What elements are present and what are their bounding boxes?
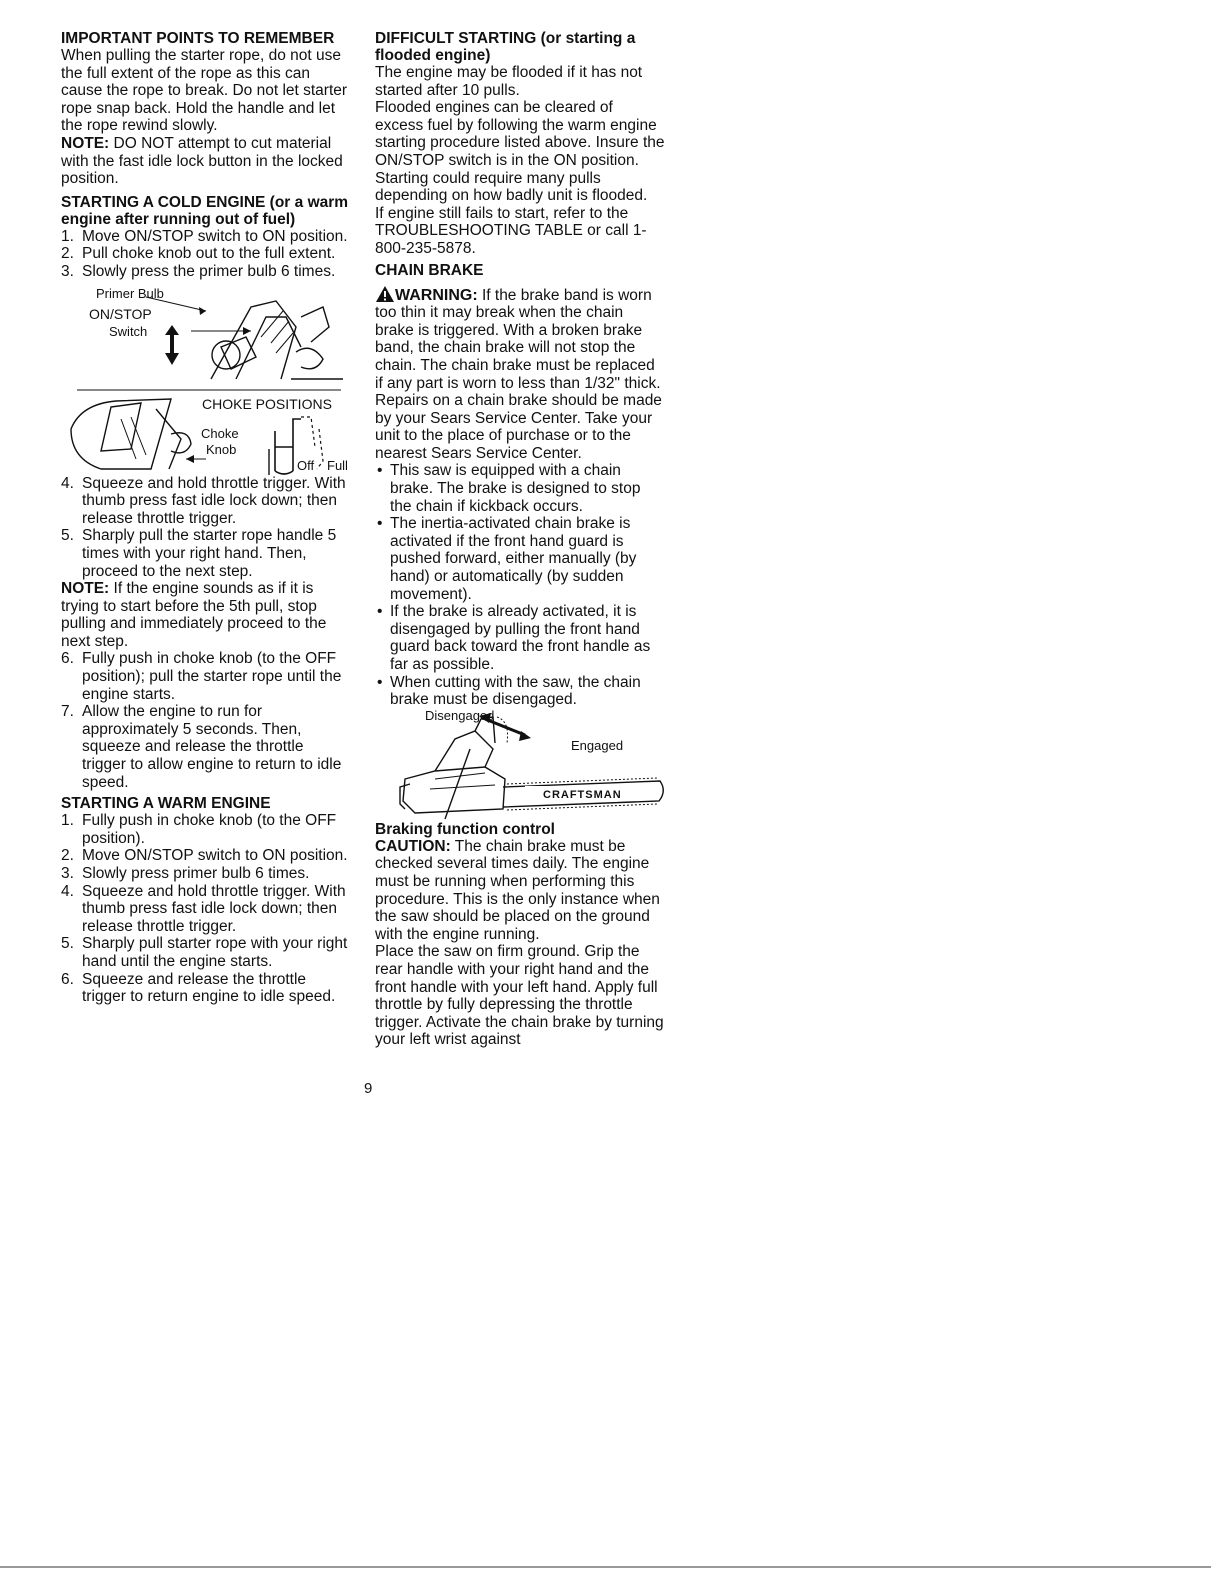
braking-caution (375, 838, 665, 944)
caution-label: CAUTION: (375, 837, 451, 855)
difficult-p1: The engine may be flooded if it has not started after 10 pulls. (375, 64, 643, 99)
list-item: 2. Pull choke knob out to the full extent. (61, 245, 336, 263)
saw-handle-illustration (61, 287, 351, 385)
chain-brake-figure (375, 709, 665, 821)
choke-label: Choke (201, 425, 239, 441)
left-column (61, 30, 351, 1006)
engaged-label: Engaged (571, 737, 624, 753)
bottom-divider (0, 1566, 1211, 1568)
list-item: • The inertia-activated chain brake is activated if the front hand guard is pushed forward, either manually (by hand) or automatically (by sudden movement). (375, 515, 665, 603)
cold-start-heading: STARTING A COLD ENGINE (or a warm engine after running out of fuel) (61, 193, 349, 228)
important-note (61, 135, 351, 188)
cold-note (61, 580, 351, 650)
important-heading: IMPORTANT POINTS TO REMEMBER (61, 30, 335, 47)
list-item: 2. Move ON/STOP switch to ON position. (61, 847, 348, 865)
right-column (375, 30, 665, 1049)
note-text: DO NOT attempt to cut material with the fast idle lock button in the locked position. (61, 134, 343, 188)
difficult-p3: If engine still fails to start, refer to the TROUBLESHOOTING TABLE or call 1-800-235-5878. (375, 204, 647, 257)
chain-brake-warning (375, 285, 665, 463)
list-item: • When cutting with the saw, the chain brake must be disengaged. (375, 674, 665, 709)
list-item: 1. Fully push in choke knob (to the OFF position). (61, 812, 337, 847)
warning-label: WARNING: (395, 286, 478, 304)
braking-p2: Place the saw on firm ground. Grip the rear handle with your right hand and the front handle with your left hand. Apply full throttle by fully depressing the throttle trigger. Activate the chain brake by turning your left wrist against (375, 943, 664, 1049)
cold-steps-b (61, 475, 351, 581)
onstop-label: ON/STOP (89, 305, 152, 322)
list-item: 3. Slowly press the primer bulb 6 times. (61, 262, 336, 280)
list-item: 7. Allow the engine to run for approximately 5 seconds. Then, squeeze and release the throttle trigger to allow engine to return to idle speed. (61, 703, 342, 791)
primer-switch-figure (61, 287, 351, 385)
chain-brake-bullets (375, 462, 665, 708)
chain-brake-heading: CHAIN BRAKE (375, 261, 484, 279)
off-label: Off (297, 457, 315, 473)
note-label: NOTE: (61, 580, 110, 598)
primer-bulb-label: Primer Bulb (96, 285, 164, 301)
note-label: NOTE: (61, 134, 110, 152)
list-item: 5. Sharply pull the starter rope handle 5 times with your right hand. Then, proceed to the next step. (61, 527, 337, 580)
full-label: Full (327, 457, 348, 473)
list-item: 5. Sharply pull starter rope with your right hand until the engine starts. (61, 935, 348, 970)
caution-text: The chain brake must be checked several times daily. The engine must be running when performing this procedure. This is the only instance when the saw should be placed on the ground with the engine running. (375, 837, 660, 943)
important-body: When pulling the starter rope, do not use the full extent of the rope as this can cause the rope to break. Do not let starter rope snap back. Hold the handle and let the rope rewind slowly. (61, 47, 348, 135)
list-item: 1. Move ON/STOP switch to ON position. (61, 227, 348, 245)
difficult-start-heading: DIFFICULT STARTING (or starting a flooded engine) (375, 30, 636, 64)
list-item: • If the brake is already activated, it is disengaged by pulling the front hand guard back toward the front handle as far as possible. (375, 603, 665, 673)
cold-steps-a (61, 228, 351, 281)
list-item: 4. Squeeze and hold throttle trigger. With thumb press fast idle lock down; then release throttle trigger. (61, 474, 346, 527)
list-item: 6. Squeeze and release the throttle trigger to return engine to idle speed. (61, 970, 336, 1006)
chainsaw-illustration (375, 709, 665, 821)
cold-steps-c (61, 650, 351, 791)
warm-start-heading: STARTING A WARM ENGINE (61, 795, 271, 813)
craftsman-brand-label: CRAFTSMAN (543, 788, 622, 801)
list-item: • This saw is equipped with a chain brake. The brake is designed to stop the chain if kickback occurs. (375, 462, 665, 515)
page-number: 9 (364, 1080, 373, 1097)
list-item: 6. Fully push in choke knob (to the OFF position); pull the starter rope until the engine starts. (61, 650, 342, 703)
warning-text: If the brake band is worn too thin it may break when the chain brake is triggered. With a broken brake band, the chain brake will not stop the chain. The chain brake must be replaced if any part is worn to less than 1/32" thick. Repairs on a chain brake should be made by your Sears Service Center. Take your unit to the place of purchase or to the nearest Sears Service Center. (375, 286, 662, 462)
choke-positions-label: CHOKE POSITIONS (202, 395, 332, 412)
warm-steps (61, 812, 351, 1006)
note-text: If the engine sounds as if it is trying to start before the 5th pull, stop pulling and immediately proceed to the next step. (61, 580, 327, 650)
switch-label: Switch (109, 323, 148, 339)
braking-control-heading: Braking function control (375, 820, 555, 838)
difficult-p2: Flooded engines can be cleared of excess fuel by following the warm engine starting procedure listed above. Insure the ON/STOP switch is in the ON position. Starting could require many pulls depending on how badly unit is flooded. (375, 99, 665, 205)
knob-label: Knob (206, 441, 237, 457)
disengaged-label: Disengaged (425, 707, 495, 723)
list-item: 4. Squeeze and hold throttle trigger. With thumb press fast idle lock down; then release throttle trigger. (61, 882, 346, 935)
choke-positions-figure (61, 389, 351, 475)
warning-icon (375, 285, 395, 303)
list-item: 3. Slowly press primer bulb 6 times. (61, 865, 310, 882)
